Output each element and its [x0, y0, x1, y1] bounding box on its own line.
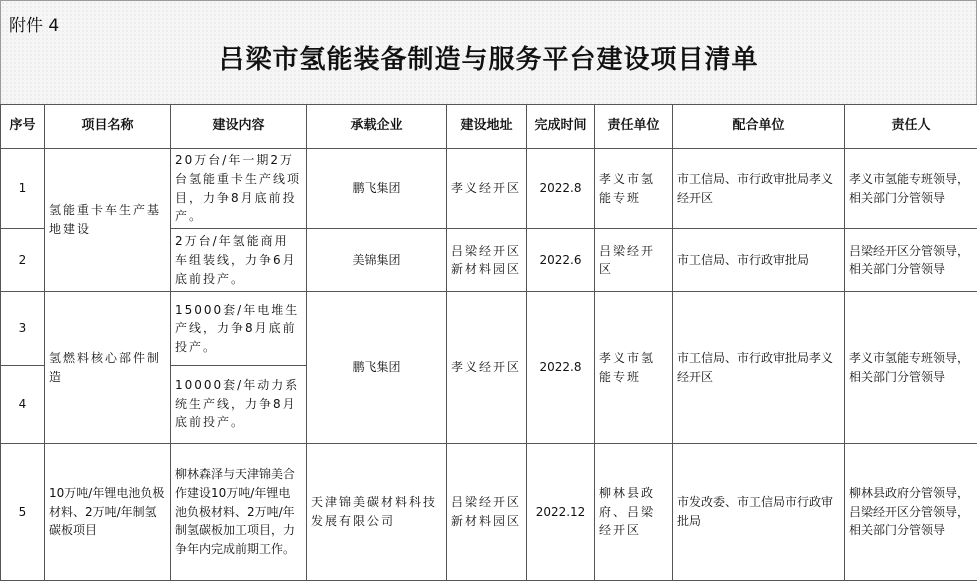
header-cell-address: 建设地址	[447, 105, 527, 149]
cell-person: 孝义市氢能专班领导，相关部门分管领导	[845, 148, 977, 229]
cell-person: 吕梁经开区分管领导，相关部门分管领导	[845, 229, 977, 292]
header-cell-content: 建设内容	[171, 105, 307, 149]
cell-project: 氢燃料核心部件制造	[45, 292, 171, 443]
header-cell-date: 完成时间	[527, 105, 595, 149]
header-cell-company: 承载企业	[307, 105, 447, 149]
header-cell-cooperating: 配合单位	[673, 105, 845, 149]
cell-content: 20万台/年一期2万台氢能重卡生产线项目，力争8月底前投产。	[171, 148, 307, 229]
cell-date: 2022.8	[527, 292, 595, 443]
cell-company: 天津锦美碳材料科技发展有限公司	[307, 443, 447, 580]
header-cell-no: 序号	[1, 105, 45, 149]
cell-cooperating: 市工信局、市行政审批局	[673, 229, 845, 292]
cell-project: 10万吨/年锂电池负极材料、2万吨/年制氢碳板项目	[45, 443, 171, 580]
cell-cooperating: 市工信局、市行政审批局孝义经开区	[673, 292, 845, 443]
cell-company: 美锦集团	[307, 229, 447, 292]
header-cell-project: 项目名称	[45, 105, 171, 149]
project-table	[0, 104, 977, 581]
cell-address: 吕梁经开区新材料园区	[447, 443, 527, 580]
annex-label: 附件 4	[9, 16, 60, 36]
cell-content: 15000套/年电堆生产线，力争8月底前投产。	[171, 292, 307, 365]
cell-date: 2022.8	[527, 148, 595, 229]
cell-date: 2022.6	[527, 229, 595, 292]
cell-date: 2022.12	[527, 443, 595, 580]
cell-responsible: 孝义市氢能专班	[595, 292, 673, 443]
cell-no: 1	[1, 148, 45, 229]
header-cell-responsible: 责任单位	[595, 105, 673, 149]
cell-responsible: 吕梁经开区	[595, 229, 673, 292]
table-header-row	[1, 105, 977, 149]
table-row	[1, 443, 977, 580]
cell-company: 鹏飞集团	[307, 292, 447, 443]
cell-project: 氢能重卡车生产基地建设	[45, 148, 171, 292]
cell-cooperating: 市发改委、市工信局市行政审批局	[673, 443, 845, 580]
cell-address: 孝义经开区	[447, 292, 527, 443]
cell-content: 柳林森泽与天津锦美合作建设10万吨/年锂电池负极材料、2万吨/年制氢碳板加工项目，力争年内完成前期工作。	[171, 443, 307, 580]
cell-person: 柳林县政府分管领导，吕梁经开区分管领导，相关部门分管领导	[845, 443, 977, 580]
table-row	[1, 148, 977, 229]
cell-cooperating: 市工信局、市行政审批局孝义经开区	[673, 148, 845, 229]
cell-no: 2	[1, 229, 45, 292]
cell-company: 鹏飞集团	[307, 148, 447, 229]
cell-address: 吕梁经开区新材料园区	[447, 229, 527, 292]
cell-address: 孝义经开区	[447, 148, 527, 229]
cell-responsible: 柳林县政府、吕梁经开区	[595, 443, 673, 580]
cell-content: 2万台/年氢能商用车组装线，力争6月底前投产。	[171, 229, 307, 292]
cell-responsible: 孝义市氢能专班	[595, 148, 673, 229]
table-row	[1, 292, 977, 365]
cell-content: 10000套/年动力系统生产线，力争8月底前投产。	[171, 365, 307, 443]
cell-no: 5	[1, 443, 45, 580]
document-header	[0, 0, 977, 105]
cell-no: 3	[1, 292, 45, 365]
header-cell-person: 责任人	[845, 105, 977, 149]
document-title: 吕梁市氢能装备制造与服务平台建设项目清单	[218, 45, 759, 75]
cell-no: 4	[1, 365, 45, 443]
cell-person: 孝义市氢能专班领导，相关部门分管领导	[845, 292, 977, 443]
